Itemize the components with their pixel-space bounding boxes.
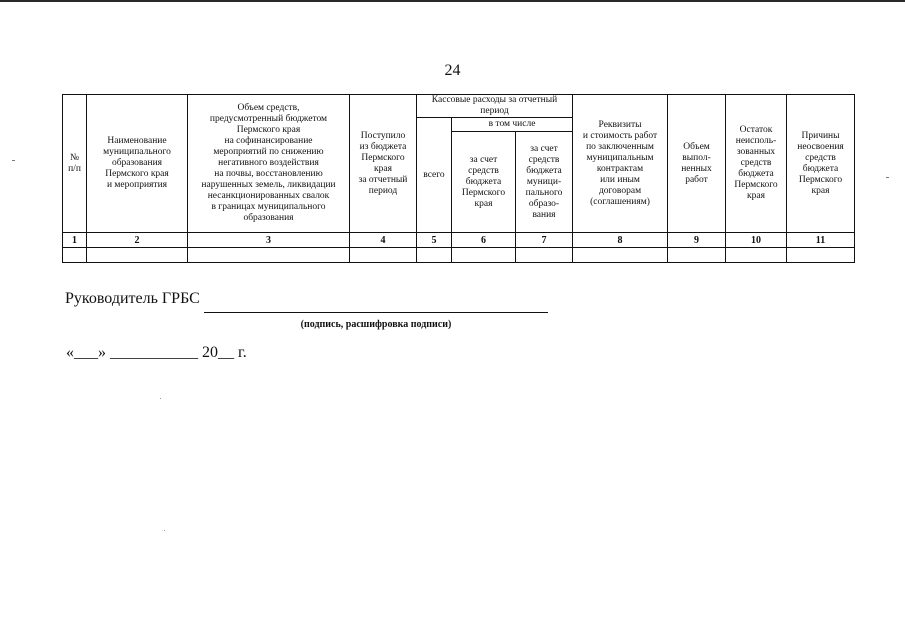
empty-cell — [516, 248, 573, 263]
empty-cell — [350, 248, 417, 263]
column-number-cell: 7 — [516, 233, 573, 248]
column-number-cell: 10 — [726, 233, 787, 248]
header-cell-including: в том числе — [452, 118, 573, 132]
column-number-cell: 5 — [417, 233, 452, 248]
column-number-cell: 11 — [787, 233, 855, 248]
empty-cell — [787, 248, 855, 263]
scan-dot — [164, 530, 165, 531]
column-number-cell: 2 — [87, 233, 188, 248]
header-cell-received-funds: Поступило из бюджета Пермского края за отчетный период — [350, 95, 417, 233]
header-row-1 — [63, 95, 855, 118]
header-cell-municipality-name: Наименование муниципального образования Пермского края и мероприятия — [87, 95, 188, 233]
scan-dot — [160, 398, 161, 399]
date-line: «___» ___________ 20__ г. — [66, 344, 247, 361]
column-number-row — [63, 233, 855, 248]
margin-tick-right — [886, 177, 889, 178]
column-number-cell: 9 — [668, 233, 726, 248]
header-cell-unused-balance: Остаток неисполь- зованных средств бюджета Пермского края — [726, 95, 787, 233]
margin-tick-left — [12, 160, 15, 161]
empty-cell — [452, 248, 516, 263]
header-cell-cash-expenses: Кассовые расходы за отчетный период — [417, 95, 573, 118]
empty-cell — [87, 248, 188, 263]
header-cell-total: всего — [417, 118, 452, 233]
signature-caption: (подпись, расшифровка подписи) — [300, 319, 452, 330]
column-number-cell: 1 — [63, 233, 87, 248]
column-number-cell: 3 — [188, 233, 350, 248]
empty-data-row — [63, 248, 855, 263]
signature-label: Руководитель ГРБС — [65, 290, 200, 307]
header-cell-contract-details: Реквизиты и стоимость работ по заключенным муниципальным контрактам или иным договорам (соглашениям) — [573, 95, 668, 233]
expenditure-report-table — [62, 94, 855, 263]
empty-cell — [188, 248, 350, 263]
column-number-cell: 8 — [573, 233, 668, 248]
header-cell-non-use-reasons: Причины неосвоения средств бюджета Пермского края — [787, 95, 855, 233]
empty-cell — [573, 248, 668, 263]
header-cell-row-number: № п/п — [63, 95, 87, 233]
scan-top-border — [0, 0, 905, 2]
empty-cell — [726, 248, 787, 263]
empty-cell — [668, 248, 726, 263]
header-cell-regional-budget-funds: за счет средств бюджета Пермского края — [452, 132, 516, 233]
empty-cell — [417, 248, 452, 263]
header-cell-budget-volume: Объем средств, предусмотренный бюджетом Пермского края на софинансирование мероприятий по снижению негативного воздействия на почвы, восстановлению нарушенных земель, ликвидации несанкционированных свалок в границах муниципального образования — [188, 95, 350, 233]
header-cell-municipal-budget-funds: за счет средств бюджета муници- пального образо- вания — [516, 132, 573, 233]
empty-cell — [63, 248, 87, 263]
header-cell-work-volume: Объем выпол- ненных работ — [668, 95, 726, 233]
signature-line — [204, 312, 548, 313]
column-number-cell: 4 — [350, 233, 417, 248]
page-number: 24 — [444, 62, 461, 79]
column-number-cell: 6 — [452, 233, 516, 248]
